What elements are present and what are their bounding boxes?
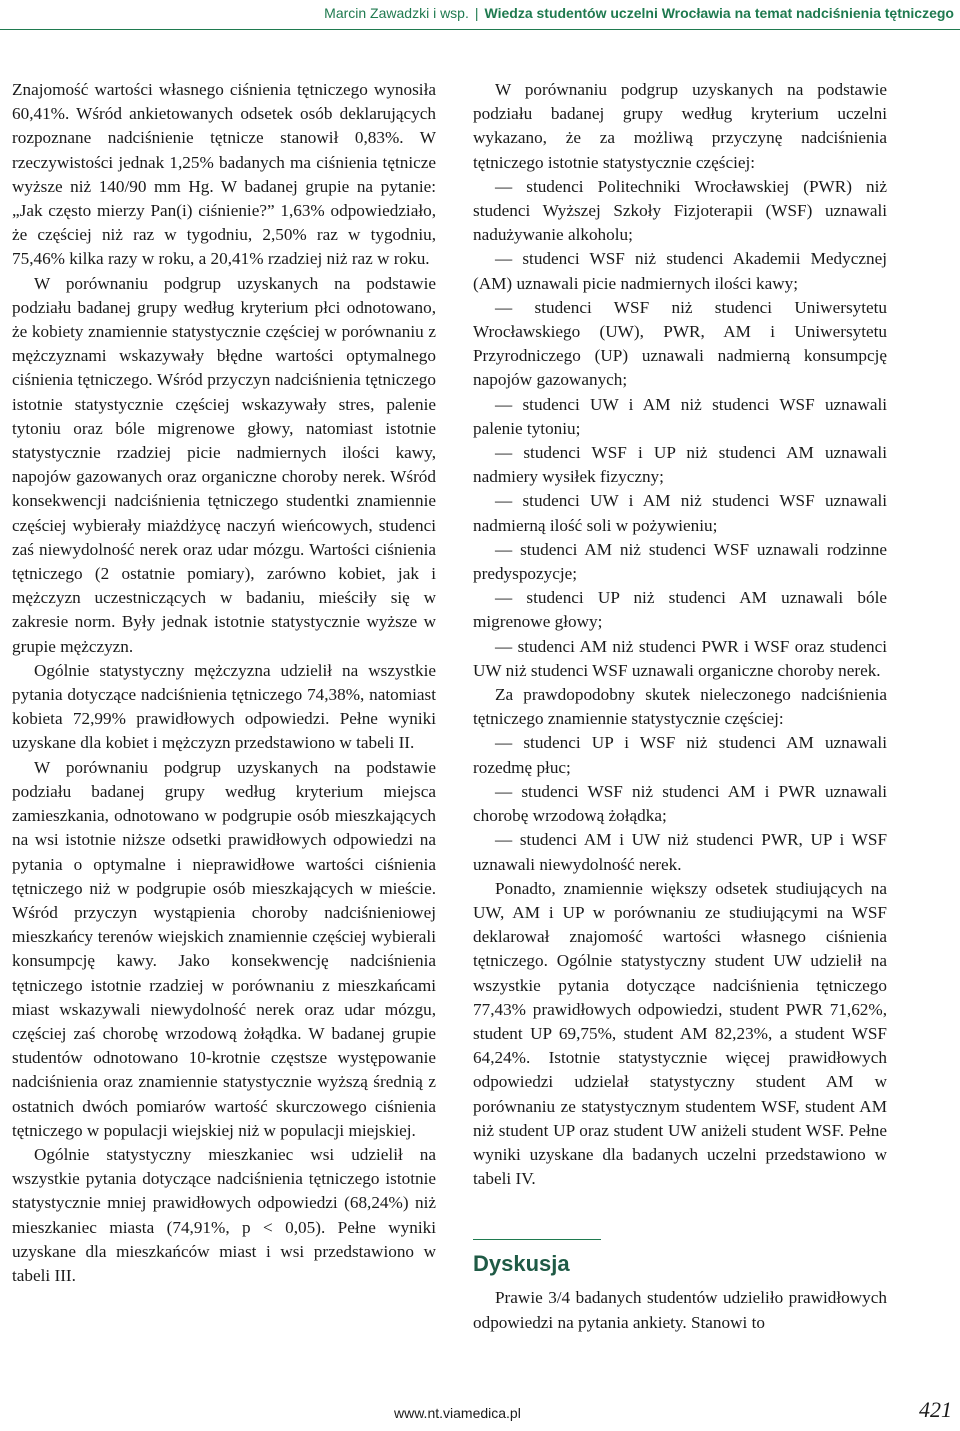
list-item: — studenci WSF niż studenci Akademii Medycznej (AM) uznawali picie nadmiernych ilości kawy; — [473, 249, 887, 293]
list-item: — studenci UP niż studenci AM uznawali bóle migrenowe głowy; — [473, 588, 887, 632]
list-item: — studenci WSF niż studenci Uniwersytetu Wrocławskiego (UW), PWR, AM i Uniwersytetu Przyrodniczego (UP) uznawali nadmierną konsumpcję napojów gazowanych; — [473, 297, 887, 390]
header-title: Wiedza studentów uczelni Wrocławia na temat nadciśnienia tętniczego — [484, 5, 954, 21]
running-header — [0, 0, 960, 26]
discussion-paragraph: Prawie 3/4 badanych studentów udzieliło prawidłowych odpowiedzi na pytania ankiety. Stanowi to — [473, 1288, 887, 1332]
left-paragraph: W porównaniu podgrup uzyskanych na podstawie podziału badanej grupy według kryterium miejsca zamieszkania, odnotowano w podgrupie osób mieszkających na wsi istotnie niższe odsetki prawidłowych odpowiedzi na pytania o optymalne i nieprawidłowe wartości ciśnienia tętniczego niż w podgrupie osób mieszkających w mieście. Wśród przyczyn wystąpienia choroby nadciśnieniowej mieszkańcy terenów wiejskich znamiennie częściej wybierali konsumpcję kawy. Jako konsekwencję nadciśnienia tętniczego istotnie rzadziej w porównaniu z mieszkańcami miast wskazywali niewydolność nerek oraz udar mózgu, częściej zaś chorobę wrzodową żołądka. W badanej grupie studentów odnotowano 10-krotnie częstsze występowanie nadciśnienia oraz znamiennie statystycznie wyższą średnią z ostatnich dwóch pomiarów wartość skurczowego ciśnienia tętniczego w populacji wiejskiej niż w populacji miejskiej. — [12, 757, 436, 1140]
left-column — [12, 78, 436, 1288]
left-paragraph: Ogólnie statystyczny mężczyzna udzielił na wszystkie pytania dotyczące nadciśnienia tętniczego 74,38%, natomiast kobieta 72,99% prawidłowych odpowiedzi. Pełne wyniki uzyskane dla kobiet i mężczyzn przedstawiono w tabeli II. — [12, 660, 436, 753]
list-item: — studenci WSF i UP niż studenci AM uznawali nadmiery wysiłek fizyczny; — [473, 443, 887, 487]
right-intro-paragraph: W porównaniu podgrup uzyskanych na podstawie podziału badanej grupy według kryterium uczelni wykazano, że za możliwą przyczynę nadciśnienia tętniczego istotnie statystycznie częściej: — [473, 80, 887, 172]
left-paragraph: Ogólnie statystyczny mieszkaniec wsi udzielił na wszystkie pytania dotyczące nadciśnienia tętniczego istotnie statystycznie mniej prawidłowych odpowiedzi (68,24%) niż mieszkaniec miasta (74,91%, p < 0,05). Pełne wyniki uzyskane dla mieszkańców miast i wsi przedstawiono w tabeli III. — [12, 1144, 436, 1285]
list-item: — studenci UP i WSF niż studenci AM uznawali rozedmę płuc; — [473, 733, 887, 777]
header-rule — [0, 29, 960, 30]
closing-paragraph: Ponadto, znamiennie większy odsetek studiujących na UW, AM i UP w porównaniu ze studiującymi na WSF deklarował znajomość wartości własnego ciśnienia tętniczego. Ogólnie statystyczny student UW udzielił na wszystkie pytania dotyczące nadciśnienia tętniczego 77,43% prawidłowych odpowiedzi, student PWR 71,62%, student UP 69,75%, student AM 82,23%, a student WSF 64,24%. Istotnie statystycznie więcej prawidłowych odpowiedzi udzielał statystyczny student AM w porównaniu ze statystycznym studentem WSF, student AM niż student UP oraz student UW aniżeli student WSF. Pełne wyniki uzyskane dla badanych uczelni przedstawiono w tabeli IV. — [473, 878, 887, 1189]
footer-url: www.nt.viamedica.pl — [394, 1405, 521, 1421]
header-authors: Marcin Zawadzki i wsp. — [324, 5, 469, 21]
list-item: — studenci AM niż studenci WSF uznawali rodzinne predyspozycje; — [473, 539, 887, 584]
list-item: — studenci UW i AM niż studenci WSF uznawali palenie tytoniu; — [473, 394, 887, 438]
list-item: — studenci WSF niż studenci AM i PWR uznawali chorobę wrzodową żołądka; — [473, 781, 887, 826]
header-separator: | — [474, 5, 479, 21]
left-paragraph: W porównaniu podgrup uzyskanych na podstawie podziału badanej grupy według kryterium płci odnotowano, że kobiety znamiennie statystycznie częściej w porównaniu z mężczyznami wskazywały błędne wartości optymalnego ciśnienia tętniczego. Wśród przyczyn nadciśnienia tętniczego istotnie statystycznie częściej wskazywały stres, palenie tytoniu oraz bóle migrenowe głowy, natomiast istotnie statystycznie rzadziej picie nadmiernych ilości kawy, napojów gazowanych oraz organiczne choroby nerek. Wśród konsekwencji nadciśnienia tętniczego studentki znamiennie częściej wybierały miażdżycę naczyń wieńcowych, studenci zaś niewydolność nerek oraz udar mózgu. Wartości ciśnienia tętniczego (2 ostatnie pomiary), zarówno kobiet, jak i mężczyzn uczestniczących w badaniu, mieściły się w zakresie norm. Były jednak istotnie statystycznie wyższe w grupie mężczyzn. — [12, 273, 436, 656]
list-item: — studenci AM i UW niż studenci PWR, UP i WSF uznawali niewydolność nerek. — [473, 830, 887, 874]
right-column — [473, 78, 887, 1335]
left-paragraph: Znajomość wartości własnego ciśnienia tętniczego wynosiła 60,41%. Wśród ankietowanych odsetek osób deklarujących rozpoznane nadciśnienie tętnicze stanowił 0,83%. W rzeczywistości jednak 1,25% badanych ma ciśnienia tętnicze wyższe niż 140/90 mm Hg. W badanej grupie na pytanie: „Jak często mierzy Pan(i) ciśnienie?” 1,63% odpowiedziało, że częściej niż raz w tygodniu, 2,50% raz w tygodniu, 75,46% kilka razy w roku, a 20,41% rzadziej niż raz w roku. — [12, 80, 436, 269]
consequences-intro-paragraph: Za prawdopodobny skutek nieleczonego nadciśnienia tętniczego znamiennie statystycznie częściej: — [473, 685, 887, 729]
section-heading-dyskusja: Dyskusja — [473, 1251, 570, 1277]
section-rule — [473, 1239, 601, 1240]
list-item: — studenci AM niż studenci PWR i WSF oraz studenci UW niż studenci WSF uznawali organiczne choroby nerek. — [473, 636, 887, 680]
list-item: — studenci Politechniki Wrocławskiej (PWR) niż studenci Wyższej Szkoły Fizjoterapii (WSF) uznawali nadużywanie alkoholu; — [473, 176, 887, 245]
page-number: 421 — [919, 1397, 952, 1422]
list-item: — studenci UW i AM niż studenci WSF uznawali nadmierną ilość soli w pożywieniu; — [473, 491, 887, 535]
